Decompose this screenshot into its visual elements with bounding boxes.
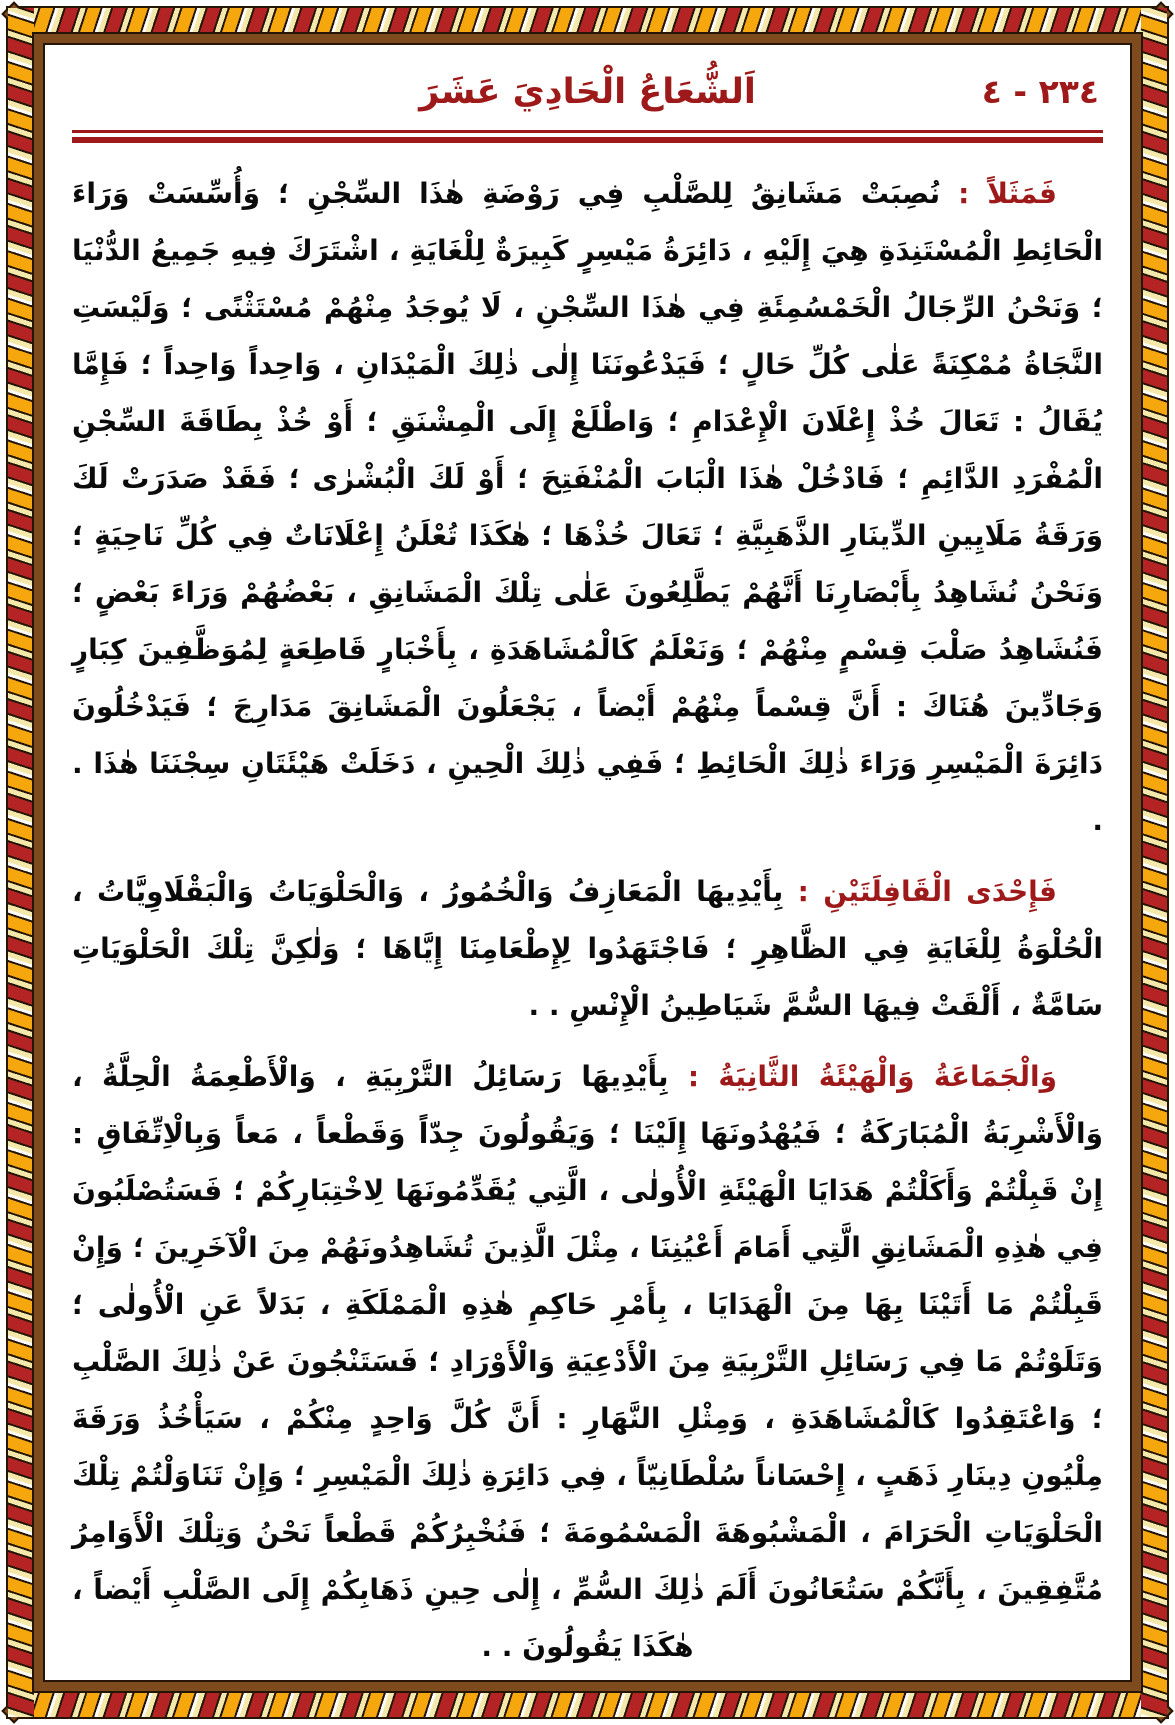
page-header: [72, 60, 1103, 124]
paragraph-2: [72, 863, 1103, 1034]
paragraph-1-lead: فَمَثَلاً :: [958, 177, 1058, 210]
decorative-border-bottom: [8, 1691, 1167, 1717]
page-content: [46, 46, 1129, 1679]
corner-ornament-icon: [1148, 1698, 1173, 1723]
paragraph-3-lead: وَالْجَمَاعَةُ وَالْهَيْئَةُ الثَّانِيَةُ :: [687, 1060, 1057, 1093]
paragraph-3-text: بِأَيْدِيهَا رَسَائِلُ التَّرْبِيَةِ ، وَالْأَطْعِمَةُ الْحِلَّةُ ، وَالْأَشْرِبَةُ الْمُبَارَكَةُ ؛ فَيُهْدُونَهَا إِلَيْنَا ؛ وَيَقُولُونَ جِدّاً وَقَطْعاً ، مَعاً وَبِالْاِتِّفَاقِ : إِنْ قَبِلْتُمْ وَأَكَلْتُمْ هَدَايَا الْهَيْئَةِ الْأُولٰى ، الَّتِي يُقَدِّمُونَهَا لِاخْتِبَارِكُمْ ؛ فَسَتُصْلَبُونَ فِي هٰذِهِ الْمَشَانِقِ الَّتِي أَمَامَ أَعْيُنِنَا ، مِثْلَ الَّذِينَ تُشَاهِدُونَهُمْ مِنَ الْآخَرِينَ ؛ وَإِنْ قَبِلْتُمْ مَا أَتَيْنَا بِهَا مِنَ الْهَدَايَا ، بِأَمْرِ حَاكِمِ هٰذِهِ الْمَمْلَكَةِ ، بَدَلاً عَنِ الْأُولٰى ؛ وَتَلَوْتُمْ مَا فِي رَسَائِلِ التَّرْبِيَةِ مِنَ الْأَدْعِيَةِ وَالْأَوْرَادِ ؛ فَسَتَنْجُونَ عَنْ ذٰلِكَ الصَّلْبِ ؛ وَاعْتَقِدُوا كَالْمُشَاهَدَةِ ، وَمِثْلِ النَّهَارِ : أَنَّ كُلَّ وَاحِدٍ مِنْكُمْ ، سَيَأْخُذُ وَرَقَةَ مِلْيُونِ دِينَارِ ذَهَبٍ ، إِحْسَاناً سُلْطَانِيّاً ، فِي دَائِرَةِ ذٰلِكَ الْمَيْسِرِ ؛ وَإِنْ تَنَاوَلْتُمْ تِلْكَ الْحَلْوَيَاتِ الْحَرَامَ ، الْمَشْبُوهَةَ الْمَسْمُومَةَ ؛ فَنُخْبِرُكُمْ قَطْعاً نَحْنُ وَتِلْكَ الْأَوَامِرُ مُتَّفِقِينَ ، بِأَنَّكُمْ سَتُعَانُونَ أَلَمَ ذٰلِكَ السُّمِّ ، إِلٰى حِينِ ذَهَابِكُمْ إِلَى الصَّلْبِ أَيْضاً ، هٰكَذَا يَقُولُونَ . .: [72, 1060, 1103, 1663]
corner-ornament-icon: [1, 1698, 26, 1723]
decorative-border-top: [8, 8, 1167, 34]
body-text: [72, 165, 1103, 1675]
decorative-border-right: [1141, 8, 1167, 1717]
paragraph-3: [72, 1048, 1103, 1675]
paragraph-1: [72, 165, 1103, 849]
corner-ornament-icon: [1148, 1, 1173, 26]
page-title: اَلشُّعَاعُ الْحَادِيَ عَشَرَ: [419, 72, 756, 112]
paragraph-2-lead: فَإِحْدَى الْقَافِلَتَيْنِ :: [797, 875, 1057, 908]
decorative-border-left: [8, 8, 34, 1717]
paragraph-1-text: نُصِبَتْ مَشَانِقُ لِلصَّلْبِ فِي رَوْضَةِ هٰذَا السِّجْنِ ؛ وَأُسِّسَتْ وَرَاءَ الْحَائِطِ الْمُسْتَنِدَةِ هِيَ إِلَيْهِ ، دَائِرَةُ مَيْسِرٍ كَبِيرَةٌ لِلْغَايَةِ ، اشْتَرَكَ فِيهِ جَمِيعُ الدُّنْيَا ؛ وَنَحْنُ الرِّجَالُ الْخَمْسُمِئَةِ فِي هٰذَا السِّجْنِ ، لَا يُوجَدُ مِنْهُمْ مُسْتَثْنًى ؛ وَلَيْسَتِ النَّجَاةُ مُمْكِنَةً عَلٰى كُلِّ حَالٍ ؛ فَيَدْعُونَنَا إِلٰى ذٰلِكَ الْمَيْدَانِ ، وَاحِداً وَاحِداً ؛ فَإِمَّا يُقَالُ : تَعَالَ خُذْ إِعْلَانَ الْإِعْدَامِ ؛ وَاطْلَعْ إِلَى الْمِشْنَقِ ؛ أَوْ خُذْ بِطَاقَةَ السِّجْنِ الْمُفْرَدِ الدَّائِمِ ؛ فَادْخُلْ هٰذَا الْبَابَ الْمُنْفَتِحَ ؛ أَوْ لَكَ الْبُشْرٰى ؛ فَقَدْ صَدَرَتْ لَكَ وَرَقَةُ مَلَايِينِ الدِّينَارِ الذَّهَبِيَّةِ ؛ تَعَالَ خُذْهَا ؛ هٰكَذَا تُعْلَنُ إِعْلَانَاتٌ فِي كُلِّ نَاحِيَةٍ ؛ وَنَحْنُ نُشَاهِدُ بِأَبْصَارِنَا أَنَّهُمْ يَطَّلِعُونَ عَلٰى تِلْكَ الْمَشَانِقِ ، بَعْضُهُمْ وَرَاءَ بَعْضٍ ؛ فَنُشَاهِدُ صَلْبَ قِسْمٍ مِنْهُمْ ؛ وَنَعْلَمُ كَالْمُشَاهَدَةِ ، بِأَخْبَارٍ قَاطِعَةٍ لِمُوَظَّفِينَ كِبَارٍ وَجَادِّينَ هُنَاكَ : أَنَّ قِسْماً مِنْهُمْ أَيْضاً ، يَجْعَلُونَ الْمَشَانِقَ مَدَارِجَ ؛ فَيَدْخُلُونَ دَائِرَةَ الْمَيْسِرِ وَرَاءَ ذٰلِكَ الْحَائِطِ ؛ فَفِي ذٰلِكَ الْحِينِ ، دَخَلَتْ هَيْئَتَانِ سِجْنَنَا هٰذَا . .: [72, 177, 1103, 837]
header-rule: [72, 130, 1103, 143]
corner-ornament-icon: [1, 1, 26, 26]
paragraph-2-text: بِأَيْدِيهَا الْمَعَازِفُ وَالْخُمُورُ ، وَالْحَلْوَيَاتُ وَالْبَقْلَاوِيَّاتُ ، الْحُلْوَةُ لِلْغَايَةِ فِي الظَّاهِرِ ؛ فَاجْتَهَدُوا لِإِطْعَامِنَا إِيَّاهَا ؛ وَلٰكِنَّ تِلْكَ الْحَلْوَيَاتِ سَامَّةٌ ، أَلْقَتْ فِيهَا السُّمَّ شَيَاطِينُ الْإِنْسِ . .: [72, 875, 1103, 1022]
page-number: ٢٣٤ - ٤: [981, 72, 1099, 111]
